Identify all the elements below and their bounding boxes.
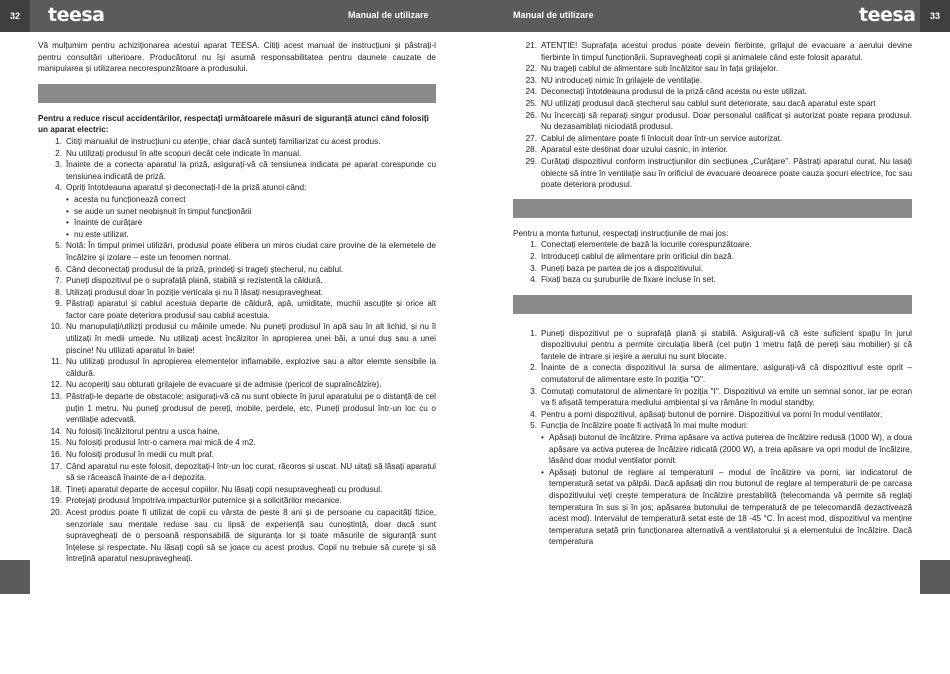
list-item: 1. Conectați elementele de bază la locurile corespunzătoare. [530,240,752,250]
list-item: 27. Cablul de alimentare poate fi înlocuit doar într-un service autorizat. [525,133,783,143]
list-item: 23. NU introduceți nimic în grilajele de ventilație. [525,75,703,85]
safety-lead: Pentru a reduce riscul accidentărilor, respectați următoarele măsuri de siguranță atunci când folosiți un aparat electric: [38,113,429,135]
list-item: 3. Înainte de a conecta aparatul la priză, asigurați-vă că tensiunea indicata pe aparat corespunde cu tensiunea indicată de priză. [55,160,436,181]
sub-item: • nu este utilizat. [66,229,129,239]
sub-item: • Apăsați butonul de reglare al temperaturii – modul de încălzire va porni, iar indicatorul de temperatură setat va pâlpâi. Dacă apăsați din nou butonul de reglare al temperaturii de pe carcasa dispozitivului veți crește temperatura de încălzire prestabilită (telecomanda vă permite să reglați temperatura în sus și în jos; apăsarea butonului de temperatură de pe telecomandă dezactivează acest mod). Intervalul de temperatură setat este de 18 -45 °C. În acest mod, dispozitivul va menține temperatura setată prin funcționarea alternativă a ventilatorului și a elementului de încălzire. Dacă temperatura [541,467,912,547]
list-item: 11. Nu utilizați produsul în apropierea elementelor inflamabile, explozive sau a altor elemte sensibile la căldură. [51,357,436,378]
section-bar-operation [513,295,912,314]
right-page [513,40,912,548]
page-number-left: 32 [0,0,30,32]
list-item: 12. Nu acoperiți sau obturati grilajele de evacuare și de admisie (pericol de supraîncălzire). [50,380,382,390]
safety-list [38,136,436,194]
intro-paragraph: Vă mulțumim pentru achiziționarea acestui aparat TEESA. Citiți acest manual de instrucțiuni și păstrați-l pentru consultări ulterioare. Producătorul nu își asumă responsabilitatea pentru daunele cauzate de manipularea și utilizarea necorespunzătoare a produsului. [38,41,436,74]
list-item: 22. Nu trageți cablul de alimentare sub încălzitor sau în fața grilajelor. [525,64,779,74]
teesa-logo-left: teesa [48,4,105,26]
list-item: 7. Puneți dispozitivul pe o suprafață plană, stabilă și rezistentă la căldură. [55,276,323,286]
sub-item: • acesta nu funcționează correct [66,194,186,204]
safety-list-right [513,40,912,191]
list-item: 14. Nu folosiți încălzitorul pentru a usca haine. [50,426,220,436]
header-title-left: Manual de utilizare [348,10,429,20]
list-item: 3. Puneți baza pe partea de jos a dispozitivului. [530,263,704,273]
safety-list-continued [38,240,436,565]
sub-item: • înainte de curățare [66,218,143,228]
list-item: 1. Puneți dispozitivul pe o suprafață plană și stabilă. Asigurați-vă că este suficient spațiu în jurul dispozitivului pentru a permite circulația liberă (cel puțin 1 metru față de pereți sau mobilier) și că fantele de intrare și ieșire a aerului nu sunt blocate. [530,328,912,361]
operation-sublist [541,432,912,548]
list-item: 2. Introduceți cablul de alimentare prin orificiul din bază. [530,251,734,261]
list-item: 5. Funcția de încălzire poate fi activată în mai multe moduri: [530,421,749,431]
list-item: 5. Notă: În timpul primei utilizări, produsul poate elibera un miros ciudat care provine de la elemetele de încălzire și izolare – este un fenomen normal. [55,241,436,262]
list-item: 4. Opriți întotdeauna aparatul și deconectați-l de la priză atunci când: [55,183,307,193]
list-item: 9. Păstrați aparatul și cablul acestuia departe de căldură, apă, umiditate, muchii ascuțite și orice alt factor care poate deteriora produsul sau cablul acestuia. [55,299,436,320]
operation-list [513,328,912,432]
list-item: 18. Țineți aparatul departe de accesul copiilor. Nu lăsați copii nesupravegheați cu produsul. [50,484,383,494]
assembly-lead: Pentru a monta furtunul, respectați instrucțiunile de mai jos: [513,228,729,238]
list-item: 15. Nu folosiți produsul într-o camera mai mică de 4 m2. [50,438,256,448]
list-item: 3. Comutați comutatorul de alimentare în poziția "I". Dispozitivul va emite un semnal sonor, iar pe ecran va fi afișată temperatura mediului ambiental și va rămâne în modul standby. [530,386,912,408]
list-item: 4. Fixați baza cu șuruburile de fixare incluse în set. [530,275,716,285]
list-item: 2. Nu utilizați produsul în alte scopuri decât cele indicate în manual. [55,148,302,158]
teesa-logo-right: teesa [859,4,916,26]
assembly-list [513,239,912,285]
list-item: 29. Curățați dispozitivul conform instrucțiunilor din secțiunea „Curățare”. Păstrați aparatul curat. Nu lasați obiecte să intre în ventilație sau în orificiul de evacuare deoarece poate cauza șocuri electrice, foc sau poate deteriora produsul. [525,156,912,190]
list-item: 4. Pentru a porni dispozitivul, apăsați butonul de pornire. Dispozitivul va porni în modul ventilator. [530,409,883,419]
side-tab-right [920,560,950,594]
page-number-right: 33 [920,0,950,32]
section-bar-safety [38,84,436,103]
side-tab-left [0,560,30,594]
header-title-right: Manual de utilizare [513,10,594,20]
list-item: 21. ATENȚIE! Suprafața acestui produs poate devein fierbinte, grilajul de evacuare a aerului devine fierbinte în timpul funcționării. Supravegheați copii și animalele când este folosit aparatul. [525,41,912,62]
list-item: 17. Când aparatul nu este folosit, depozitați-l într-un loc curat, răcoros și uscat. NU uitați să lăsați aparatul să se răcească înainte de a-l depozita. [50,461,436,483]
page-header [0,0,950,32]
list-item: 13. Păstrați-le departe de obstacole; asigurați-vă că nu sunt obiecte în jurul aparatului pe o distanță de cel puțin 1 metru. Nu puneți produsul de pereți, mobile, perdele, etc. Puneți produsul într-un loc cu o ventilație adecvată. [50,392,436,425]
list-item: 2. Înainte de a conecta dispozitivul la sursa de alimentare, asigurați-vă că dispozitivul este oprit – comutatorul de alimentare este în poziția "O". [530,363,912,385]
list-item: 19. Protejați produsul împotriva impacturilor puternice și a solicitărilor mecanice. [50,496,342,506]
list-item: 28. Aparatul este destinat doar uzului casnic, in interior. [525,145,729,155]
list-item: 10. Nu manupulați/utilizți produsul cu mâinile umede. Nu puneți produsul în apă sau în alt lichid, și nu îl utilizați în medii umede. Nu utilizați acest încălzitor în apropierea unei băi, a unui duș sau a unei piscine! Nu utilizati aparatul în baie! [50,322,436,355]
list-item: 6. Când deconectați produsul de la priză, prindeți și trageți ștecherul, nu cablul. [55,264,344,274]
sub-item: • Apăsați butonul de încălzire. Prima apăsare va activa puterea de încălzire redusă (1000 W), a doua apăsare va activa puterea de încălzire ridicată (2000 W), a treia apăsare va opri modul de încălzire, lăsând doar modul ventilator pornit. [541,433,912,466]
left-page [38,40,436,565]
list-item: 8. Utilizați produsul doar în poziție verticala și nu îl lăsați nesupravegheat. [55,287,324,297]
list-item: 24. Deconectați întotdeauna produsul de la priză când acesta nu este utilizat. [525,87,807,97]
list-item: 1. Citiți manualul de instrucțiuni cu atenție, chiar dacă sunteți familiarizat cu acest produs. [55,136,381,146]
list-item: 25. NU utilizați produsul dacă ștecherul sau cablul sunt deteriorate, sau dacă aparatul este spart [525,98,876,108]
list-item: 16. Nu folosiți produsul în medii cu mult praf. [50,450,214,459]
section-bar-assembly [513,199,912,218]
list-item: 26. Nu încercați să reparați singur produsul. Doar personalul calificat și autorizat poate repara produsul. Nu dezasamblați niciodată produsul. [525,110,912,132]
list-item: 20. Acest produs poate fi utilizat de copii cu vârsta de peste 8 ani și de persoane cu capacități fizice, senzoriale sau mentale reduse sau cu lipsă de experiență sau cunoștință, doar dacă sunt supravegheați de o persoană responsabilă de siguranța lor și toate măsurile de siguranță sunt înțelese și respectate. Nu lăsați copii să se joace cu acest produs. Copii nu trebuie să curețe și să întrețină aparatul nesupravegheați. [50,507,436,564]
safety-sublist [66,194,436,240]
sub-item: • se aude un sunet neobișnuit în timpul funcționării [66,206,252,216]
